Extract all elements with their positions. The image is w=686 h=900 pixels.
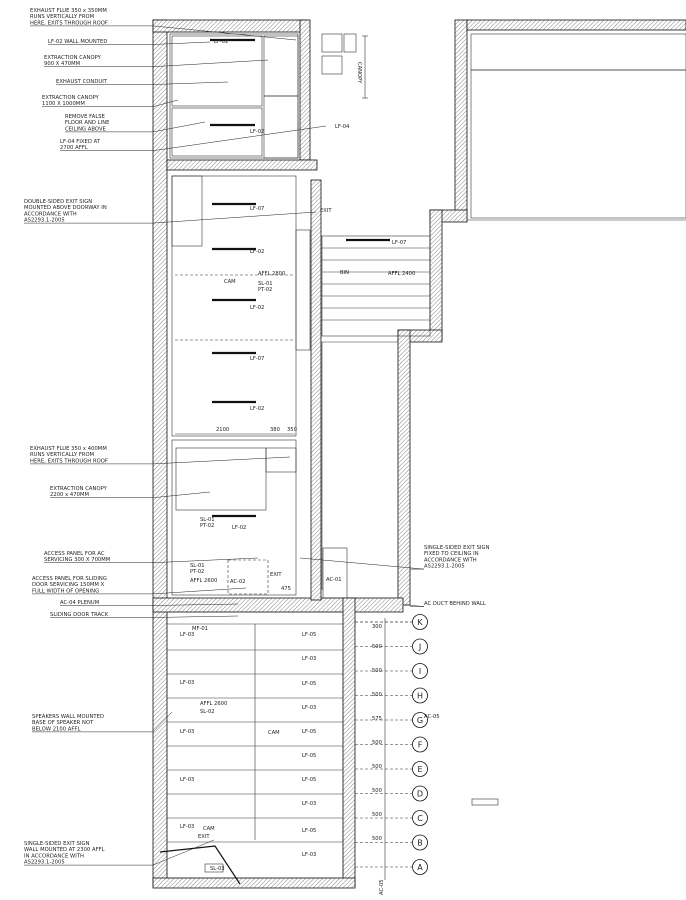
callout-text: BASE OF SPEAKER NOT	[32, 720, 94, 727]
grid-bubble-G	[355, 713, 428, 728]
tag-dim500: 500	[372, 644, 382, 650]
tag-lf07: LF-07	[392, 240, 407, 246]
grid-label: K	[417, 618, 423, 627]
tag-exit: EXIT	[270, 572, 282, 578]
tag-lf03: LF-03	[180, 824, 195, 830]
grid-label: G	[416, 716, 424, 725]
grid-bubble-H	[355, 688, 428, 703]
tag-lf02: LF-02	[232, 525, 247, 531]
tag-pt02: PT-02	[258, 287, 273, 293]
tag-dim500: 500	[372, 740, 382, 746]
callout-text: SPEAKERS WALL MOUNTED	[32, 714, 105, 720]
tag-lf03: LF-03	[302, 801, 317, 807]
tag-lf02: LF-02	[250, 305, 265, 311]
tag-sl01: SL-01	[190, 563, 205, 569]
tag-lf03: LF-03	[180, 680, 195, 686]
grid-bubble-F	[355, 737, 428, 752]
tag-canopy: CANOPY	[356, 62, 362, 84]
callout-text: RUNS VERTICALLY FROM	[30, 452, 95, 459]
tag-dim300: 300	[372, 624, 382, 630]
tag-lf02: LF-02	[250, 249, 265, 255]
callout-text: FIXED TO CEILING IN	[424, 551, 479, 558]
tag-sl02: SL-02	[200, 709, 215, 715]
callout-text: HERE, EXITS THROUGH ROOF	[30, 458, 108, 465]
callout-remove-false-floor	[65, 114, 205, 132]
grid-bubble-B	[355, 835, 428, 850]
callout-text: AC-04 PLENUM	[60, 600, 100, 606]
callout-text: SINGLE-SIDED EXIT SIGN	[24, 841, 90, 847]
tag-lf05: LF-05	[302, 681, 317, 687]
callout-text: SERVICING 300 X 700MM	[44, 557, 111, 564]
grid-bubble-K	[355, 615, 428, 630]
callout-speakers	[32, 712, 172, 732]
right-lower-wall	[398, 330, 410, 605]
grid-bubble-I	[355, 664, 428, 679]
tag-ac02: AC-02	[230, 579, 246, 585]
tag-ac-bottom: AC-05	[379, 879, 385, 895]
callout-ac-duct	[405, 601, 486, 607]
far-right-rooms	[467, 34, 686, 805]
grid-bubbles	[355, 615, 428, 875]
tag-lf07: LF-07	[250, 206, 265, 212]
callout-extraction-canopy-3	[50, 486, 210, 498]
callout-text: EXTRACTION CANOPY	[42, 95, 99, 101]
callout-single-exit-bottom	[24, 840, 214, 866]
grid-label: C	[417, 814, 423, 823]
callout-text: AC DUCT BEHIND WALL	[424, 601, 486, 607]
callout-text: 2200 x 470MM	[50, 492, 90, 499]
callout-text: HERE, EXITS THROUGH ROOF	[30, 20, 108, 27]
tag-lf05: LF-05	[302, 777, 317, 783]
right-step-wall-2	[430, 210, 442, 340]
tag-affl2400: AFFL 2400	[388, 271, 416, 277]
tag-sl01: SL-01	[200, 517, 215, 523]
tag-dim380: 380	[270, 427, 280, 433]
grid-bubble-E	[355, 762, 428, 777]
tag-lf02: LF-02	[250, 129, 265, 135]
grid-bubble-D	[355, 786, 428, 801]
callout-text: BELOW 2100 AFFL	[32, 726, 81, 733]
callout-text: 2700 AFFL	[60, 145, 88, 152]
callout-text: EXHAUST FLUE 350 x 400MM	[30, 446, 107, 452]
grid-label: D	[416, 789, 424, 799]
leader-line	[153, 212, 316, 223]
callout-text: REMOVE FALSE	[65, 114, 105, 120]
callout-single-exit-right	[300, 545, 490, 570]
callout-lf02-wall	[48, 39, 210, 45]
callout-text: RUNS VERTICALLY FROM	[30, 14, 95, 21]
walls	[153, 20, 686, 888]
callout-text: WALL MOUNTED AT 2300 AFFL	[24, 847, 105, 854]
grid-label: I	[418, 667, 422, 676]
tag-bin: BIN	[340, 270, 349, 276]
callout-text: DOOR SERVICING 150MM X	[32, 582, 105, 589]
tag-pt02: PT-02	[190, 569, 205, 575]
upper-right-wall	[455, 20, 467, 220]
tag-exit: EXIT	[320, 208, 332, 214]
tag-lf03: LF-03	[180, 632, 195, 638]
tag-lf05: LF-05	[302, 753, 317, 759]
grid-bubble-C	[355, 811, 428, 826]
callout-text: MOUNTED ABOVE DOORWAY IN	[24, 205, 107, 212]
tag-lf05: LF-05	[302, 828, 317, 834]
grid-label: H	[416, 691, 424, 701]
tag-ac01: AC-01	[326, 577, 342, 583]
grid-label: B	[417, 838, 423, 848]
tag-dim500: 500	[372, 764, 382, 770]
grid-label: E	[417, 765, 423, 774]
callout-text: SINGLE-SIDED EXIT SIGN	[424, 545, 490, 551]
tag-lf05: LF-05	[302, 632, 317, 638]
kitchen-bottom-wall	[167, 160, 317, 170]
callout-text: SLIDING DOOR TRACK	[50, 612, 109, 618]
kitchen-right-wall	[300, 20, 310, 160]
tag-affl2800: AFFL 2800	[258, 271, 286, 277]
tag-cam: CAM	[224, 279, 236, 285]
grid-bubble-J	[355, 639, 428, 654]
callout-exhaust-conduit	[56, 79, 228, 85]
grid-label: J	[418, 642, 422, 652]
tag-dim500: 500	[372, 788, 382, 794]
tag-dim500: 500	[372, 812, 382, 818]
callout-text: LF-02 WALL MOUNTED	[48, 39, 108, 45]
callout-text: ACCORDANCE WITH	[424, 557, 477, 564]
tag-cam: CAM	[268, 730, 280, 736]
callout-text: DOUBLE-SIDED EXIT SIGN	[24, 199, 93, 205]
leader-line	[153, 558, 258, 563]
tag-lf03: LF-03	[302, 656, 317, 662]
tag-sl03: SL-03	[210, 866, 225, 872]
bottom-hall	[160, 612, 343, 884]
tag-lf03: LF-03	[180, 729, 195, 735]
tag-dim350: 350	[287, 427, 297, 433]
callout-text: AS2293.1-2005	[424, 563, 465, 570]
kitchen	[170, 34, 368, 158]
tag-lf04: LF-04	[335, 124, 350, 130]
tag-lf03: LF-03	[302, 705, 317, 711]
bottom-right-wall	[343, 598, 355, 886]
callout-text: LF-04 FIXED AT	[60, 139, 100, 145]
tag-dim500: 500	[372, 692, 382, 698]
callout-text: ACCESS PANEL FOR AC	[44, 551, 105, 557]
callout-text: 900 X 470MM	[44, 61, 81, 68]
tag-dim475: 475	[281, 586, 291, 592]
grid-bubble-A	[355, 860, 428, 875]
tag-lf03: LF-03	[302, 852, 317, 858]
callout-text: IN ACCORDANCE WITH	[24, 853, 84, 860]
callout-text: EXTRACTION CANOPY	[50, 486, 107, 492]
callout-text: FLOOR AND LINE	[65, 120, 110, 127]
tag-ac05: AC-05	[424, 714, 440, 720]
callout-text: 1100 X 1000MM	[42, 101, 85, 108]
leader-line	[153, 457, 290, 464]
tag-lf02: LF-02	[214, 39, 229, 45]
callout-access-panel-ac	[44, 551, 258, 563]
callout-text: EXTRACTION CANOPY	[44, 55, 101, 61]
corridor-wall	[311, 180, 321, 600]
bottom-wall	[153, 878, 355, 888]
tag-lf05: LF-05	[302, 729, 317, 735]
far-top-wall	[467, 20, 686, 30]
callout-text: ACCESS PANEL FOR SLIDING	[32, 576, 107, 582]
grid-label: A	[417, 863, 423, 872]
callout-text: FULL WIDTH OF OPENING	[32, 588, 100, 595]
tag-sl01: SL-01	[258, 281, 273, 287]
callout-text: EXHAUST CONDUIT	[56, 79, 108, 85]
top-wall	[153, 20, 307, 32]
tag-dim2100: 2100	[216, 427, 230, 433]
callout-text: ACCORDANCE WITH	[24, 211, 77, 218]
grid-label: F	[417, 740, 423, 750]
tag-exit: EXIT	[198, 834, 210, 840]
tag-dim500: 500	[372, 668, 382, 674]
tag-lf07: LF-07	[250, 356, 265, 362]
stairs	[322, 236, 430, 590]
callout-sliding-door-track	[50, 612, 238, 618]
tag-mf01: MF-01	[192, 626, 208, 632]
tag-affl2600: AFFL 2600	[200, 701, 228, 707]
tag-lf02: LF-02	[250, 406, 265, 412]
callout-double-exit-sign	[24, 199, 316, 224]
tag-dim500: 500	[372, 836, 382, 842]
tag-lf03: LF-03	[180, 777, 195, 783]
callout-text: EXHAUST FLUE 350 x 350MM	[30, 8, 107, 14]
tag-pt02: PT-02	[200, 523, 215, 529]
grid-dimension-axis	[355, 618, 412, 880]
tag-cam: CAM	[203, 826, 215, 832]
tag-affl2600: AFFL 2600	[190, 578, 218, 584]
callout-text: CEILING ABOVE	[65, 126, 106, 133]
callout-text: AS2293.1-2005	[24, 217, 65, 224]
tag-dim575: 575	[372, 716, 382, 722]
callout-text: AS2293.1-2005	[24, 859, 65, 866]
